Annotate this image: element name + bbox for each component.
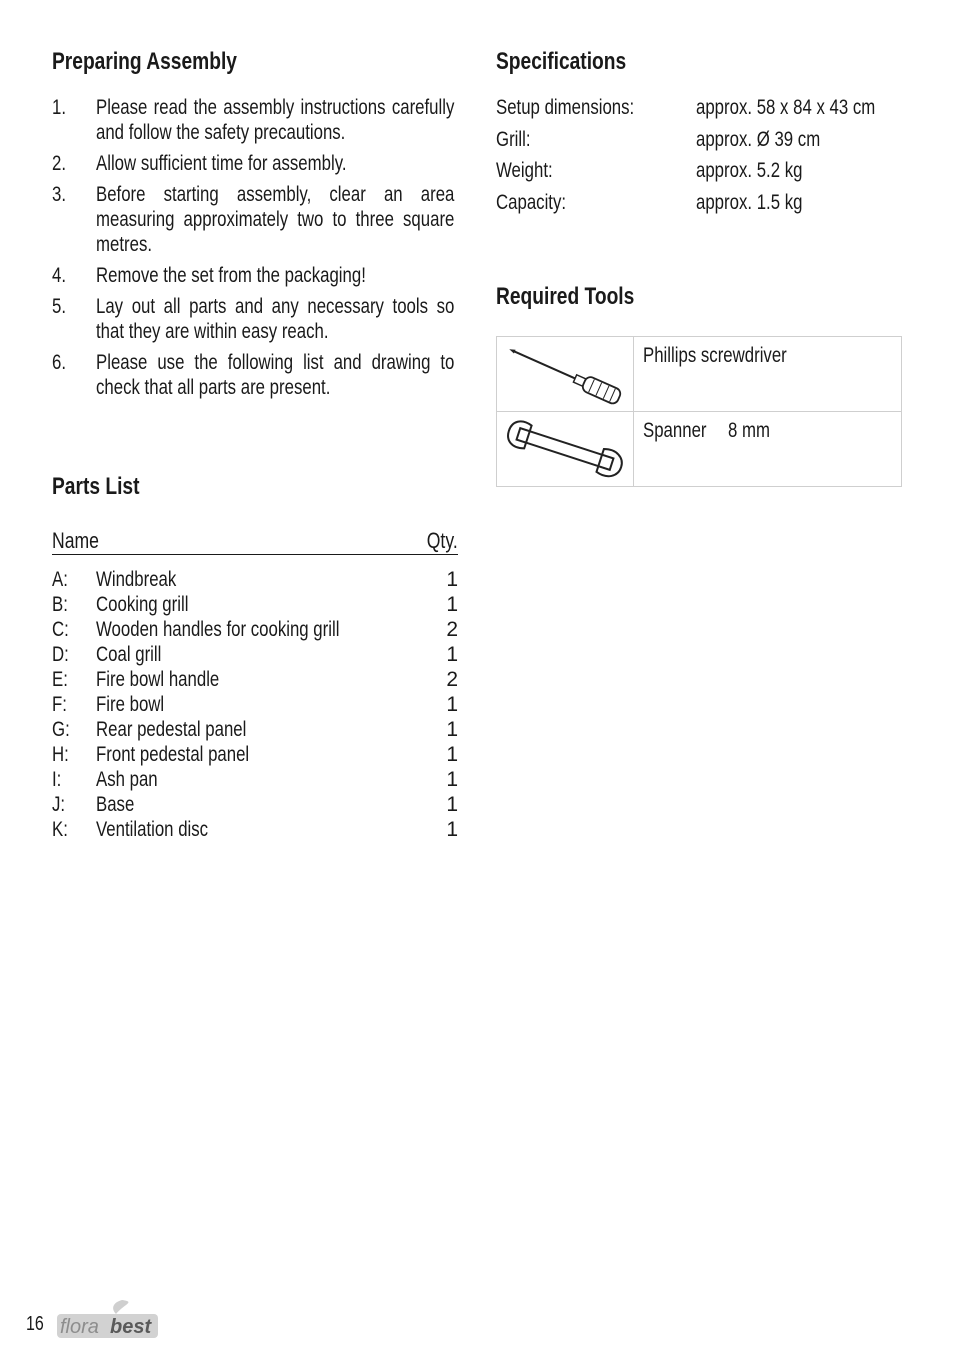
table-row: E: Fire bowl handle 2 bbox=[52, 668, 458, 691]
preparing-assembly-heading: Preparing Assembly bbox=[52, 48, 237, 75]
table-row: I: Ash pan 1 bbox=[52, 768, 458, 791]
list-item: 1. Please read the assembly instructions carefully and follow the safety precautions. bbox=[52, 96, 455, 144]
table-row bbox=[497, 412, 901, 486]
table-row: D: Coal grill 1 bbox=[52, 643, 458, 666]
parts-list bbox=[52, 567, 458, 842]
specifications-list bbox=[496, 95, 906, 221]
page-number: 16 bbox=[26, 1313, 44, 1335]
logo-text-best: best bbox=[110, 1316, 152, 1338]
parts-header-name: Name bbox=[52, 528, 99, 553]
table-row: Setup dimensions: approx. 58 x 84 x 43 cm bbox=[496, 96, 876, 119]
table-row: B: Cooking grill 1 bbox=[52, 593, 458, 616]
list-item: 2. Allow sufficient time for assembly. bbox=[52, 152, 347, 175]
florabest-logo bbox=[56, 1300, 160, 1345]
table-row: H: Front pedestal panel 1 bbox=[52, 743, 458, 766]
tool-label: Spanner 8 mm bbox=[643, 419, 771, 442]
list-item: 3. Before starting assembly, clear an area measuring approximately two to three square metres. bbox=[52, 183, 455, 256]
assembly-steps-list bbox=[52, 95, 458, 406]
table-row: A: Windbreak 1 bbox=[52, 568, 458, 591]
screwdriver-icon bbox=[497, 337, 634, 411]
table-row: G: Rear pedestal panel 1 bbox=[52, 718, 458, 741]
specifications-heading: Specifications bbox=[496, 48, 627, 75]
logo-text-flora: flora bbox=[60, 1316, 99, 1338]
table-row: C: Wooden handles for cooking grill 2 bbox=[52, 618, 458, 641]
table-row bbox=[497, 337, 901, 412]
parts-header-qty: Qty. bbox=[427, 528, 458, 553]
table-row: K: Ventilation disc 1 bbox=[52, 818, 458, 841]
table-row: Capacity: approx. 1.5 kg bbox=[496, 190, 803, 214]
required-tools-heading: Required Tools bbox=[496, 283, 635, 310]
parts-list-header bbox=[52, 528, 458, 555]
list-item: 4. Remove the set from the packaging! bbox=[52, 264, 366, 287]
table-row: F: Fire bowl 1 bbox=[52, 693, 458, 716]
table-row: Grill: approx. Ø 39 cm bbox=[496, 127, 821, 151]
parts-list-heading: Parts List bbox=[52, 473, 140, 500]
tool-label: Phillips screwdriver bbox=[643, 344, 787, 367]
table-row: Weight: approx. 5.2 kg bbox=[496, 159, 803, 182]
list-item: 5. Lay out all parts and any necessary tools so that they are within easy reach. bbox=[52, 295, 455, 343]
table-row: J: Base 1 bbox=[52, 793, 458, 816]
list-item: 6. Please use the following list and drawing to check that all parts are present. bbox=[52, 351, 455, 399]
spanner-icon bbox=[497, 412, 634, 486]
required-tools-table bbox=[496, 336, 902, 487]
